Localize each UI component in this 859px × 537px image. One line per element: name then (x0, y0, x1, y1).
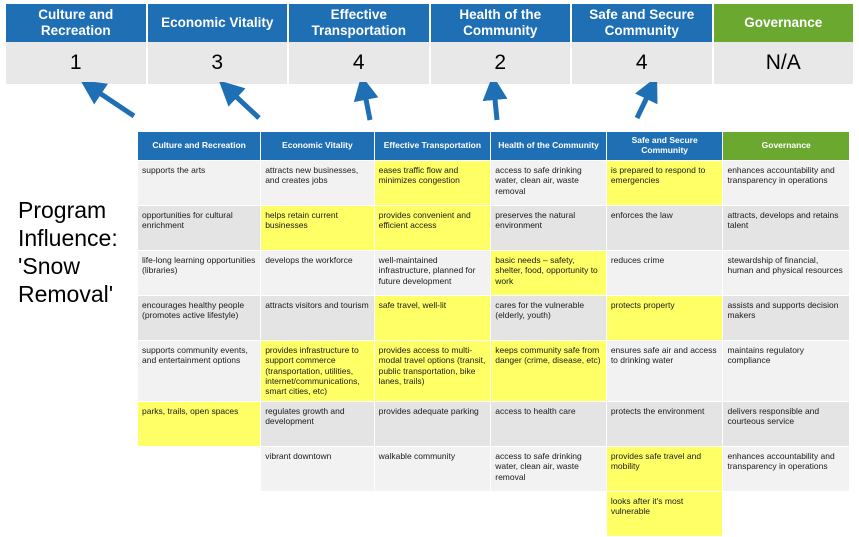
summary-header-governance (714, 4, 854, 42)
summary-banner (6, 4, 853, 84)
matrix-cell: attracts visitors and tourism (261, 296, 374, 341)
matrix-cell: stewardship of financial, human and physical resources (723, 251, 850, 296)
matrix-cell (491, 491, 607, 536)
matrix-cell: access to safe drinking water, clean air, waste removal (491, 161, 607, 206)
matrix-cell: basic needs – safety, shelter, food, opportunity to work (491, 251, 607, 296)
matrix-header-culture-and-recreation: Culture and Recreation (138, 132, 261, 161)
summary-header-economic-vitality (148, 4, 290, 42)
matrix-cell: walkable community (374, 446, 491, 491)
summary-header-label: Economic Vitality (161, 15, 274, 31)
table-row (138, 251, 850, 296)
arrow-safe-and-secure-community (637, 89, 651, 118)
matrix-cell: keeps community safe from danger (crime, disease, etc) (491, 341, 607, 402)
summary-value-safe-and-secure-community: 4 (572, 42, 714, 84)
matrix-cell: opportunities for cultural enrichment (138, 206, 261, 251)
summary-header-effective-transportation (289, 4, 431, 42)
table-row (138, 341, 850, 402)
matrix-cell: delivers responsible and courteous service (723, 401, 850, 446)
influence-matrix (137, 131, 850, 537)
matrix-cell (138, 491, 261, 536)
matrix-cell (374, 491, 491, 536)
matrix-cell: maintains regulatory compliance (723, 341, 850, 402)
matrix-cell: regulates growth and development (261, 401, 374, 446)
matrix-cell (723, 491, 850, 536)
summary-value-economic-vitality: 3 (148, 42, 290, 84)
summary-header-label: Effective Transportation (311, 7, 406, 38)
matrix-cell: enhances accountability and transparency in operations (723, 446, 850, 491)
matrix-cell: attracts, develops and retains talent (723, 206, 850, 251)
matrix-cell: cares for the vulnerable (elderly, youth) (491, 296, 607, 341)
summary-header-label: Health of the Community (459, 7, 542, 38)
matrix-cell: safe travel, well-lit (374, 296, 491, 341)
matrix-cell: access to safe drinking water, clean air, waste removal (491, 446, 607, 491)
table-row (138, 161, 850, 206)
matrix-cell: protects the environment (606, 401, 723, 446)
matrix-header-safe-and-secure-community: Safe and Secure Community (606, 132, 723, 161)
matrix-cell: ensures safe air and access to drinking water (606, 341, 723, 402)
matrix-cell: enhances accountability and transparency in operations (723, 161, 850, 206)
matrix-header-economic-vitality: Economic Vitality (261, 132, 374, 161)
matrix-cell: develops the workforce (261, 251, 374, 296)
matrix-cell: provides adequate parking (374, 401, 491, 446)
matrix-cell: encourages healthy people (promotes active lifestyle) (138, 296, 261, 341)
matrix-cell (261, 491, 374, 536)
table-row (138, 206, 850, 251)
summary-header-label: Governance (744, 15, 823, 31)
matrix-cell: enforces the law (606, 206, 723, 251)
summary-value-culture-and-recreation: 1 (6, 42, 148, 84)
matrix-cell: supports the arts (138, 161, 261, 206)
table-row (138, 446, 850, 491)
summary-header-row (6, 4, 853, 42)
summary-header-safe-and-secure-community (572, 4, 714, 42)
summary-value-governance: N/A (765, 51, 801, 74)
matrix-cell: provides access to multi-modal travel options (transit, public transportation, bike lanes, trails) (374, 341, 491, 402)
matrix-header-effective-transportation: Effective Transportation (374, 132, 491, 161)
page-title: Program Influence: 'Snow Removal' (18, 197, 118, 308)
matrix-cell: looks after it's most vulnerable (606, 491, 723, 536)
matrix-cell: parks, trails, open spaces (138, 401, 261, 446)
arrow-effective-transportation (364, 89, 370, 120)
matrix-cell: access to health care (491, 401, 607, 446)
matrix-body (138, 161, 850, 537)
matrix-cell: life-long learning opportunities (libraries) (138, 251, 261, 296)
summary-header-label: Culture and Recreation (38, 7, 114, 38)
matrix-cell: supports community events, and entertainment options (138, 341, 261, 402)
matrix-cell: provides convenient and efficient access (374, 206, 491, 251)
matrix-cell: helps retain current businesses (261, 206, 374, 251)
summary-header-label: Safe and Secure Community (589, 7, 695, 38)
matrix-cell: eases traffic flow and minimizes congestion (374, 161, 491, 206)
matrix-cell: attracts new businesses, and creates jobs (261, 161, 374, 206)
summary-header-health-of-the-community (431, 4, 573, 42)
matrix-cell: well-maintained infrastructure, planned for future development (374, 251, 491, 296)
arrow-economic-vitality (229, 90, 259, 118)
matrix-cell: preserves the natural environment (491, 206, 607, 251)
matrix-cell: provides infrastructure to support commerce (transportation, utilities, internet/communications, smart cities, etc) (261, 341, 374, 402)
matrix-cell (138, 446, 261, 491)
summary-header-culture-and-recreation (6, 4, 148, 42)
matrix-cell: is prepared to respond to emergencies (606, 161, 723, 206)
matrix-cell: vibrant downtown (261, 446, 374, 491)
arrow-health-of-the-community (494, 89, 497, 120)
table-row (138, 491, 850, 536)
summary-value-effective-transportation: 4 (289, 42, 431, 84)
matrix-header-health-of-the-community: Health of the Community (491, 132, 607, 161)
table-row (138, 296, 850, 341)
matrix-cell: reduces crime (606, 251, 723, 296)
matrix-cell: assists and supports decision makers (723, 296, 850, 341)
matrix-cell: protects property (606, 296, 723, 341)
summary-value-row (6, 42, 853, 84)
summary-value-health-of-the-community: 2 (431, 42, 573, 84)
matrix-header-row (138, 132, 850, 161)
matrix-cell: provides safe travel and mobility (606, 446, 723, 491)
arrow-group (0, 82, 859, 136)
matrix-header-governance: Governance (723, 132, 850, 161)
table-row (138, 401, 850, 446)
arrow-culture-and-recreation (92, 88, 134, 116)
